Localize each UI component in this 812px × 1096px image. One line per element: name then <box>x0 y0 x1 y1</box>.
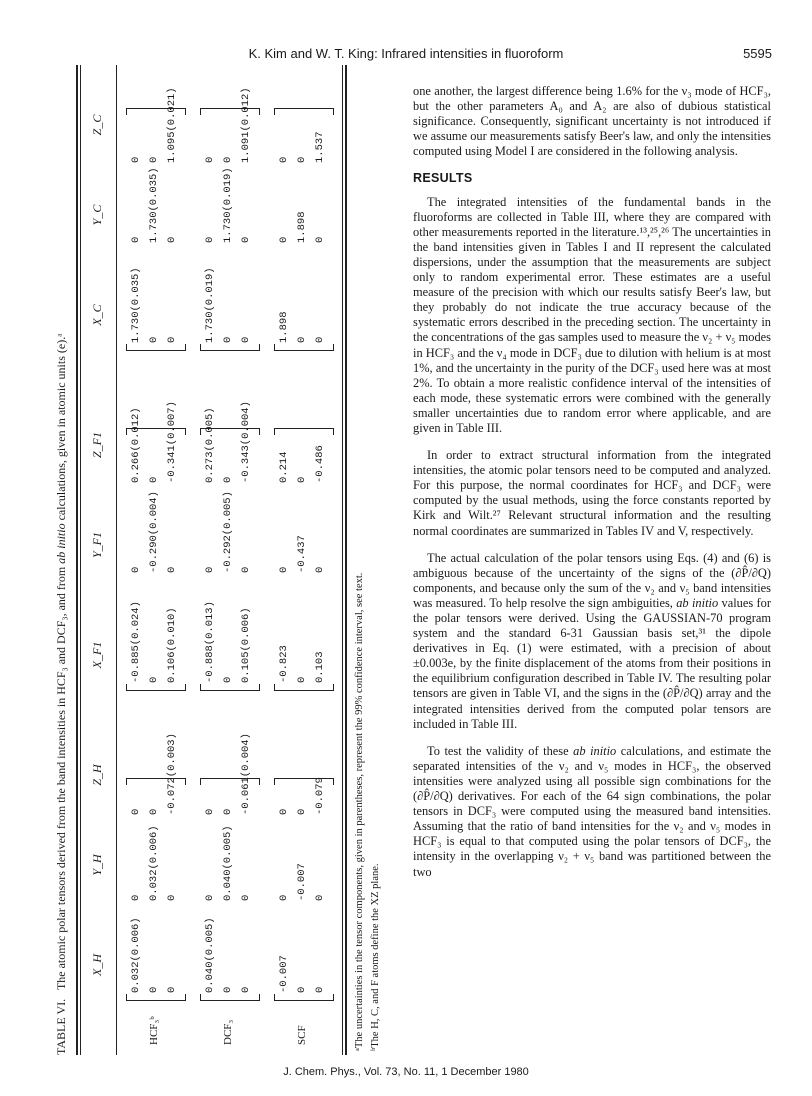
table-bottom-rule <box>342 65 343 1055</box>
tensor-cell: 0 <box>296 476 308 483</box>
tensor-cell: 0 <box>222 676 234 683</box>
tensor-cell: 0 <box>278 236 290 243</box>
tensor-cell: 0 <box>166 236 178 243</box>
matrix-bracket-left <box>126 684 186 691</box>
column-header: X_F1 <box>90 641 104 669</box>
tensor-cell: -0.072(0.003) <box>166 733 178 815</box>
tensor-cell: 1.091(0.012) <box>240 87 252 163</box>
tensor-cell: 0 <box>130 156 142 163</box>
tensor-cell: 1.730(0.035) <box>148 167 160 243</box>
tensor-cell: 0.032(0.006) <box>148 825 160 901</box>
tensor-cell: 0 <box>296 676 308 683</box>
tensor-cell: 0.105(0.006) <box>240 607 252 683</box>
page-number: 5595 <box>743 46 772 61</box>
tensor-cell: 0.032(0.006) <box>130 917 142 993</box>
tensor-cell: 0.103 <box>314 651 326 683</box>
tensor-cell: 0 <box>240 986 252 993</box>
tensor-cell: -0.885(0.024) <box>130 601 142 683</box>
tensor-cell: 0 <box>130 236 142 243</box>
column-header: Y_H <box>90 854 104 876</box>
column-header: Y_C <box>90 204 104 226</box>
tensor-cell: 0 <box>314 894 326 901</box>
tensor-cell: 0 <box>204 566 216 573</box>
tensor-cell: 0 <box>240 894 252 901</box>
tensor-cell: 0 <box>148 476 160 483</box>
column-header: X_C <box>90 304 104 326</box>
tensor-cell: 1.898 <box>278 311 290 343</box>
tensor-cell: 1.095(0.021) <box>166 87 178 163</box>
tensor-cell: 0 <box>296 808 308 815</box>
table-top-rule <box>76 65 78 1055</box>
tensor-cell: 0 <box>222 808 234 815</box>
tensor-cell: 0 <box>314 236 326 243</box>
table-top-rule-2 <box>80 65 81 1055</box>
tensor-cell: 0 <box>314 566 326 573</box>
matrix-bracket-left <box>126 994 186 1001</box>
tensor-cell: 0 <box>314 986 326 993</box>
tensor-cell: 0 <box>204 894 216 901</box>
table-caption <box>54 65 69 1055</box>
tensor-cell: 0 <box>166 986 178 993</box>
table-label: TABLE VI. <box>54 998 68 1055</box>
table-footnote-b: ᵇThe H, C, and F atoms define the XZ plane. <box>370 863 381 1051</box>
tensor-cell: 0 <box>204 156 216 163</box>
tensor-cell: 0 <box>166 336 178 343</box>
tensor-cell: 0 <box>148 808 160 815</box>
column-header: Z_C <box>90 114 104 136</box>
tensor-cell: 0 <box>278 808 290 815</box>
tensor-cell: 0.214 <box>278 451 290 483</box>
table-header-rule <box>116 65 117 1055</box>
tensor-cell: 0 <box>296 986 308 993</box>
tensor-cell: 0.266(0.012) <box>130 407 142 483</box>
tensor-cell: 0 <box>148 986 160 993</box>
tensor-cell: 0 <box>314 336 326 343</box>
tensor-cell: 0 <box>222 336 234 343</box>
tensor-cell: -0.292(0.005) <box>222 491 234 573</box>
tensor-cell: -0.079 <box>314 777 326 815</box>
tensor-cell: 0 <box>278 156 290 163</box>
tensor-cell: -0.888(0.013) <box>204 601 216 683</box>
matrix-bracket-right <box>274 428 334 435</box>
tensor-cell: 0 <box>130 808 142 815</box>
tensor-cell: 0 <box>222 476 234 483</box>
paragraph-5: To test the validity of these ab initio calculations, and estimate the separated intensities of the ν₂ and ν₅ modes in HCF₃, the observed intensities were analyzed using all possible sign combinations for the (∂P̂/∂Q) derivatives. For each of the 64 sign combinations, the polar tensors in DCF₃ were computed using the measured band intensities. Assuming that the ratio of band intensities for the ν₂ and ν₅ modes in HCF₃ is equal to that computed using the polar tensors of DCF₃, the intensity in the overlapping ν₂ + ν₅ band was partitioned between the two <box>413 743 771 879</box>
paragraph-2: The integrated intensities of the fundamental bands in the fluoroforms are collected in Table III, where they are compared with other measurements reported in the literature.¹³,²⁵,²⁶ The uncertainties in the band intensities given in Tables I and II represent the calculated dispersions, under the assumption that the measurements are subject only to random experimental error. These estimates are a useful measure of the precision with which our results satisfy Beer's law, but they probably do not indicate the true accuracy because of the systematic errors described in the preceding section. The uncertainty in the concentrations of the gas samples used to measure the ν₂ + ν₅ modes in HCF₃ and the ν₄ mode in DCF₃ due to dilution with helium is at most 1%, and the uncertainty in the purity of the DCF₃ used here was at most 2%. To obtain a more realistic confidence interval of the intensities of each mode, these systematic errors were combined with the generally smaller uncertainties due to random error where applicable, and are given in Table III. <box>413 194 771 435</box>
tensor-cell: 1.898 <box>296 211 308 243</box>
tensor-cell: -0.823 <box>278 645 290 683</box>
tensor-cell: 0 <box>148 676 160 683</box>
tensor-cell: -0.437 <box>296 535 308 573</box>
tensor-cell: 0 <box>204 808 216 815</box>
matrix-bracket-left <box>200 684 260 691</box>
tensor-cell: 0 <box>130 894 142 901</box>
tensor-cell: 0 <box>296 336 308 343</box>
tensor-cell: 0.273(0.005) <box>204 407 216 483</box>
tensor-cell: 0 <box>240 236 252 243</box>
column-header: Z_F1 <box>90 432 104 459</box>
tensor-cell: 0.040(0.005) <box>204 917 216 993</box>
table-caption-text: The atomic polar tensors derived from the band intensities in HCF₃ and DCF₃, and from ab initio calculations, given in atomic units (e).ᵃ <box>54 333 68 991</box>
tensor-cell: 0.106(0.010) <box>166 607 178 683</box>
tensor-cell: 0 <box>148 156 160 163</box>
table-row-label: HCF₃ᵇ <box>148 1016 160 1045</box>
tensor-cell: 0 <box>222 156 234 163</box>
tensor-cell: 0 <box>222 986 234 993</box>
tensor-cell: -0.341(0.007) <box>166 401 178 483</box>
page-header <box>0 46 812 66</box>
tensor-cell: 0 <box>166 566 178 573</box>
matrix-bracket-left <box>200 344 260 351</box>
matrix-bracket-left <box>274 994 334 1001</box>
tensor-cell: -0.290(0.004) <box>148 491 160 573</box>
matrix-bracket-right <box>274 108 334 115</box>
tensor-cell: 0.040(0.005) <box>222 825 234 901</box>
table-row-label: SCF <box>296 1025 308 1045</box>
tensor-cell: -0.007 <box>296 863 308 901</box>
column-header: Y_F1 <box>90 532 104 559</box>
table-bottom-rule-2 <box>345 65 347 1055</box>
body-text-column <box>413 84 771 892</box>
matrix-bracket-left <box>274 344 334 351</box>
column-header: X_H <box>90 954 104 976</box>
tensor-cell: 0 <box>204 236 216 243</box>
paragraph-3: In order to extract structural information from the integrated intensities, the atomic polar tensors need to be computed and analyzed. For this purpose, the normal coordinates for HCF₃ and DCF₃ were computed by the usual methods, using the force constants reported by Kirk and Wilt.²⁷ Relevant structural information and the resulting normal coordinates are summarized in Tables IV and V, respectively. <box>413 448 771 538</box>
tensor-cell: -0.061(0.004) <box>240 733 252 815</box>
paragraph-1: one another, the largest difference being 1.6% for the ν₃ mode of HCF₃, but the other parameters A₀ and A₂ are also of dubious statistical significance. Consequently, significant uncertainty is not introduced if we assume our measurements satisfy Beer's law, and only the intensities computed using Model I are considered in the following analysis. <box>413 84 771 159</box>
matrix-bracket-left <box>126 344 186 351</box>
tensor-cell: 0 <box>278 566 290 573</box>
matrix-bracket-left <box>274 684 334 691</box>
running-title: K. Kim and W. T. King: Infrared intensities in fluoroform <box>248 46 564 61</box>
paragraph-4: The actual calculation of the polar tensors using Eqs. (4) and (6) is ambiguous because of the uncertainty of the signs of the (∂P̂/∂Q) components, and because only the sum of the ν₂ and ν₅ band intensities was measured. To help resolve the sign ambiguities, ab initio values for the polar tensors were derived. Using the GAUSSIAN-70 program system and the standard 6-31 Gaussian basis set,³¹ the dipole derivatives in Eq. (1) were estimated, with a precision of about ±0.003e, by the finite displacement of the atoms from their positions in the equilibrium configuration described in Table IV. The resulting polar tensors are given in Table VI, and the signs in the (∂P̂/∂Q) array and the integrated intensities derived from the computed polar tensors are included in Table III. <box>413 550 771 731</box>
tensor-cell: 0 <box>240 566 252 573</box>
tensor-cell: 0 <box>296 156 308 163</box>
tensor-cell: 1.537 <box>314 131 326 163</box>
tensor-cell: 1.730(0.035) <box>130 267 142 343</box>
table-footnote-a: ᵃThe uncertainties in the tensor components, given in parentheses, represent the 99% confidence interval, see text. <box>354 572 365 1051</box>
tensor-cell: -0.007 <box>278 955 290 993</box>
tensor-cell: 0 <box>148 336 160 343</box>
table-row-label: DCF₃ <box>222 1019 234 1045</box>
page-footer: J. Chem. Phys., Vol. 73, No. 11, 1 December 1980 <box>283 1066 529 1078</box>
tensor-cell: 0 <box>130 566 142 573</box>
tensor-cell: 0 <box>240 336 252 343</box>
tensor-cell: 1.730(0.019) <box>204 267 216 343</box>
tensor-cell: -0.343(0.004) <box>240 401 252 483</box>
table-vi <box>50 65 396 1055</box>
matrix-bracket-left <box>200 994 260 1001</box>
tensor-cell: 0 <box>166 894 178 901</box>
tensor-cell: 0 <box>278 894 290 901</box>
tensor-cell: 1.730(0.019) <box>222 167 234 243</box>
section-heading-results: RESULTS <box>413 171 473 186</box>
tensor-cell: -0.486 <box>314 445 326 483</box>
column-header: Z_H <box>90 764 104 786</box>
